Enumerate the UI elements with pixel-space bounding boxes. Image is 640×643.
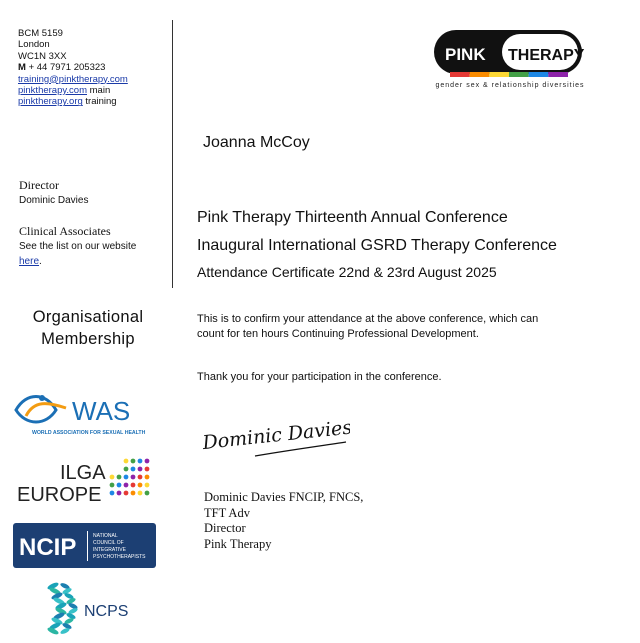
org-title-line: Membership <box>41 330 135 348</box>
ilga-europe-logo <box>16 455 156 505</box>
ilga-word: ILGA <box>60 462 106 484</box>
training-site-suffix: training <box>85 96 117 108</box>
vertical-divider <box>172 20 173 288</box>
org-title-line: Organisational <box>32 308 144 326</box>
ilga-dot <box>138 475 143 480</box>
conference-title-1: Pink Therapy Thirteenth Annual Conference <box>197 209 508 226</box>
ncip-line: INTEGRATIVE <box>93 547 126 553</box>
director-label: Director <box>19 178 59 192</box>
clinical-associates-link-line <box>19 256 42 267</box>
was-word: WAS <box>72 396 131 426</box>
email-link[interactable]: training@pinktherapy.com <box>18 73 128 85</box>
signature <box>200 404 350 464</box>
paragraph-line: count for ten hours Continuing Professional Development. <box>197 328 479 340</box>
ilga-dot <box>131 467 136 472</box>
ilga-dot <box>145 467 150 472</box>
logo-word-pink: PINK <box>445 45 486 64</box>
signature-text: Dominic Davies <box>201 416 350 455</box>
ncip-logo-graphic <box>13 523 156 568</box>
rainbow-stripe <box>548 72 568 77</box>
ncip-line: PSYCHOTHERAPISTS <box>93 554 146 560</box>
rainbow-stripe <box>509 72 529 77</box>
recipient-name: Joanna McCoy <box>203 134 310 151</box>
rainbow-stripe <box>450 72 470 77</box>
clinical-associates-label: Clinical Associates <box>19 224 111 238</box>
ncip-logo <box>13 523 156 568</box>
paragraph-line: This is to confirm your attendance at the above conference, which can <box>197 313 539 325</box>
certificate-dates: Attendance Certificate 22nd & 23rd August 2025 <box>197 264 497 280</box>
logo-tagline: gender sex & relationship diversities <box>435 82 585 89</box>
was-logo <box>12 390 158 438</box>
address-line: WC1N 3XX <box>18 50 67 62</box>
ncip-line: NATIONAL <box>93 533 118 539</box>
thanks-text: Thank you for your participation in the conference. <box>197 371 442 383</box>
ilga-dot <box>145 459 150 464</box>
phone-line <box>18 62 128 73</box>
ilga-dot <box>131 475 136 480</box>
signatory-line: Dominic Davies FNCIP, FNCS, <box>204 490 364 504</box>
ncip-word: NCIP <box>19 534 77 561</box>
ncps-word: NCPS <box>84 603 129 620</box>
ilga-dot <box>145 483 150 488</box>
was-logo-graphic <box>12 390 158 438</box>
ilga-dot <box>138 467 143 472</box>
europe-word: EUROPE <box>17 484 102 505</box>
confirmation-paragraph <box>197 312 597 342</box>
ilga-dot <box>138 459 143 464</box>
ilga-dot <box>117 475 122 480</box>
ilga-dot <box>124 459 129 464</box>
logo-word-therapy: THERAPY <box>508 47 585 64</box>
ilga-dot <box>138 483 143 488</box>
signatory-line: Pink Therapy <box>204 536 272 551</box>
ilga-dot <box>110 475 115 480</box>
ilga-dot <box>117 491 122 496</box>
website-here-link[interactable]: here <box>19 256 40 267</box>
ilga-dot <box>117 483 122 488</box>
phone-prefix: M <box>18 62 26 74</box>
clinical-associates-text: See the list on our website <box>19 241 137 252</box>
ilga-europe-logo-graphic <box>16 455 156 505</box>
main-site-link[interactable]: pinktherapy.com <box>18 85 87 97</box>
address-line: BCM 5159 <box>18 28 63 39</box>
conference-title-2: Inaugural International GSRD Therapy Conference <box>197 237 557 254</box>
address-line: London <box>18 39 50 51</box>
ilga-dot <box>124 483 129 488</box>
ilga-dot <box>131 483 136 488</box>
ilga-dot <box>110 483 115 488</box>
org-membership-title <box>14 306 162 350</box>
ilga-dot <box>131 459 136 464</box>
ilga-dot <box>145 475 150 480</box>
rainbow-stripe <box>470 72 490 77</box>
signatory-line: Director <box>204 521 246 535</box>
phone-number: + 44 7971 205323 <box>28 62 106 74</box>
director-name: Dominic Davies <box>19 195 89 206</box>
ncps-logo-graphic <box>46 582 146 638</box>
ncps-logo <box>46 582 146 638</box>
signatory-block <box>204 490 363 552</box>
signatory-line: TFT Adv <box>204 505 250 520</box>
address-block <box>18 28 128 108</box>
ilga-dot <box>124 491 129 496</box>
pink-therapy-logo <box>432 28 588 94</box>
signature-graphic <box>200 404 350 464</box>
ilga-dot <box>131 491 136 496</box>
link-suffix: . <box>39 256 42 267</box>
ilga-dot <box>110 491 115 496</box>
was-subtitle: WORLD ASSOCIATION FOR SEXUAL HEALTH <box>32 430 146 436</box>
training-site-link[interactable]: pinktherapy.org <box>18 96 83 108</box>
ilga-dot <box>124 475 129 480</box>
ilga-dot <box>124 467 129 472</box>
ilga-dot <box>138 491 143 496</box>
ilga-dot <box>145 491 150 496</box>
main-site-suffix: main <box>89 85 111 97</box>
ncip-line: COUNCIL OF <box>93 540 124 546</box>
rainbow-stripe <box>489 72 509 77</box>
rainbow-stripe <box>529 72 549 77</box>
